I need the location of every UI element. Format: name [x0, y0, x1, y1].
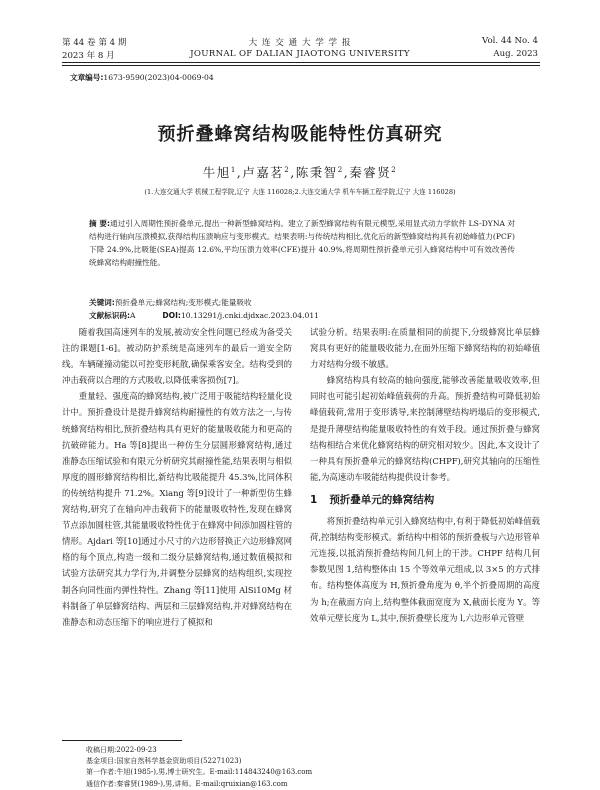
footnotes: [86, 745, 312, 790]
author-affil-mark: 1: [230, 165, 237, 174]
header-journal-en: JOURNAL OF DALIAN JIAOTONG UNIVERSITY: [190, 49, 410, 59]
author-name: 牛旭: [202, 165, 231, 180]
author-list: 牛旭$^1$,卢嘉茗$^2$,陈秉智$^2$,秦睿贤$^2$: [202, 165, 398, 180]
keywords-text: 预折叠单元;蜂窝结构;变形模式;能量吸收: [114, 298, 252, 307]
section-number: 1: [310, 493, 318, 506]
author-name: 卢嘉茗: [242, 165, 285, 180]
abstract-label: 摘 要:: [89, 219, 110, 228]
footnote-label: 通信作者:: [86, 779, 117, 788]
doi-label: DOI:: [162, 311, 181, 320]
author-name: 秦睿贤: [349, 165, 392, 180]
author-affil-mark: 2: [284, 165, 291, 174]
body-paragraph: 重量轻、强度高的蜂窝结构,被广泛用于吸能结构轻量化设计中。预折叠设计是提升蜂窝结构耐撞性的有效方法之一,与传统蜂窝结构相比,预折叠结构具有更好的能量吸收能力和更高的抗破碎能力。Ha 等[8]提出一种仿生分层圆形蜂窝结构,通过准静态压缩试验和有限元分析研究其耐撞性能,结果表明与相似厚度的圆形蜂窝结构相比,新结构比吸能提升 45.3%,比同体积的传统结构提升 71.2%。Xiang 等[9]设计了一种新型仿生蜂窝结构,研究了在轴向冲击载荷下的能量吸收特性,发现在蜂窝节点添加圆柱管,其能量吸收特性优于在蜂窝中间添加圆柱管的情形。Ajdari 等[10]通过小尺寸的六边形替换正六边形蜂窝网格的每个顶点,构造一级和二级分层蜂窝结构,通过数值模拟和试验方法研究其力学行为,并调整分层蜂窝的结构组织,实现控制各向同性面内弹性特性。Zhang 等[11]使用 AlSi10Mg 材料制备了单层蜂窝结构、两层和三层蜂窝结构,并对蜂窝结构在准静态和动态压缩下的响应进行了模拟和: [62, 391, 292, 627]
affiliation: (1.大连交通大学 机械工程学院,辽宁 大连 116028;2.大连交通大学 机车车辆工程学院,辽宁 大连 116028): [144, 188, 456, 196]
header-rule-second: [62, 65, 540, 66]
body-paragraph: 将预折叠结构单元引入蜂窝结构中,有利于降低初始峰值载荷,控制结构变形模式。新结构中相邻的预折叠板与六边形管单元连接,以抵消预折叠结构间几何上的干涉。CHPF 结构几何参数见图 1,结构整体由 15 个等效单元组成,以 3×5 的方式排布。结构整体高度为 H,预折叠角度为 θ,半个折叠周期的高度为 h;在截面方向上,结构整体截面宽度为 X,截面长度为 Y。等效单元壁长度为 L,其中,预折叠壁长度为 l,六边形单元管壁: [310, 516, 540, 623]
header-journal-cn: 大 连 交 通 大 学 学 报: [248, 38, 352, 48]
article-number: [70, 72, 214, 83]
footnote-text: 国家自然科学基金资助项目(52271023): [116, 757, 242, 766]
header-date: 2023 年 8 月: [62, 51, 115, 61]
footnote-text: 2022-09-23: [116, 746, 157, 754]
body-left-column: [62, 324, 292, 630]
header-date-en: Aug. 2023: [493, 49, 538, 59]
header-volume-issue: 第 44 卷 第 4 期: [62, 38, 127, 48]
body-right-column: [310, 324, 540, 626]
section-heading: [310, 492, 540, 508]
article-number-value: 1673-9590(2023)04-0069-04: [103, 73, 214, 82]
abstract: [89, 217, 515, 269]
body-paragraph: 试验分析。结果表明:在质量相同的前提下,分级蜂窝比单层蜂窝具有更好的能量吸收能力,在面外压缩下蜂窝结构的初始峰值力对结构分级不敏感。: [310, 327, 540, 370]
footnote-label: 基金项目:: [86, 757, 117, 766]
body-paragraph: 蜂窝结构具有较高的轴向强度,能够改善能量吸收效率,但同时也可能引起初始峰值载荷的升高。预折叠结构可降低初始峰值载荷,常用于变形诱导,来控制薄壁结构坍塌后的变形模式,是提升薄壁结构能量吸收特性的有效手段。通过预折叠与蜂窝结构相结合来优化蜂窝结构的研究相对较少。因此,本文设计了一种具有预折叠单元的蜂窝结构(CHPF),研究其轴向的压缩性能,为高速动车吸能结构提供设计参考。: [310, 375, 540, 482]
footnote-corresponding-author: [86, 779, 312, 790]
article-number-label: 文章编号:: [70, 73, 104, 82]
paper-title: 预折叠蜂窝结构吸能特性仿真研究: [157, 124, 443, 145]
footnote-text: 牛旭(1985-),男,博士研究生。E-mail:114843240@163.com: [116, 768, 313, 777]
clc-doi-line: [89, 309, 529, 322]
author-affil-mark: 2: [391, 165, 398, 174]
keywords-block: [89, 296, 529, 322]
author-name: 陈秉智: [295, 165, 338, 180]
doi-value: 10.13291/j.cnki.djdxac.2023.04.011: [180, 311, 319, 320]
abstract-text: 通过引入周期性预折叠单元,提出一种新型蜂窝结构。建立了新型蜂窝结构有限元模型,采用显式动力学软件 LS-DYNA 对结构进行轴向压溃模拟,获得结构压溃响应与变形模式。结果表明:与传统结构相比,优化后的新型蜂窝结构具有初始峰值力(PCF)下降 24.9%,比吸能(SEA)提高 12.6%,平均压溃力效率(CFE)提升 40.9%,将周期性预折叠单元引入蜂窝结构中可有效改善传统蜂窝结构耐撞性能。: [89, 219, 515, 267]
footnote-label: 收稿日期:: [86, 746, 117, 754]
footnote-received: [86, 745, 312, 756]
footnote-first-author: [86, 767, 312, 778]
footnote-funding: [86, 756, 312, 767]
section-title: 预折叠单元的蜂窝结构: [329, 493, 435, 506]
keywords-label: 关键词:: [89, 298, 115, 307]
footnote-text: 秦睿贤(1989-),男,讲师。E-mail:qruixian@163.com: [116, 779, 288, 788]
footnote-rule: [62, 740, 182, 741]
clc-label: 文献标识码:: [89, 311, 131, 320]
body-paragraph: 随着我国高速列车的发展,被动安全性问题已经成为备受关注的课题[1-6]。被动防护系统是高速列车的最后一道安全防线。车辆碰撞动能以可控变形耗散,确保乘客安全。结构受到的冲击载荷以合理的方式吸收,以降低乘客损伤[7]。: [62, 327, 292, 386]
header-rule: [62, 62, 540, 63]
footnote-label: 第一作者:: [86, 768, 117, 777]
keywords: [89, 296, 529, 309]
clc-value: A: [130, 311, 136, 320]
header-vol-no-en: Vol. 44 No. 4: [482, 36, 538, 46]
author-affil-mark: 2: [337, 165, 344, 174]
